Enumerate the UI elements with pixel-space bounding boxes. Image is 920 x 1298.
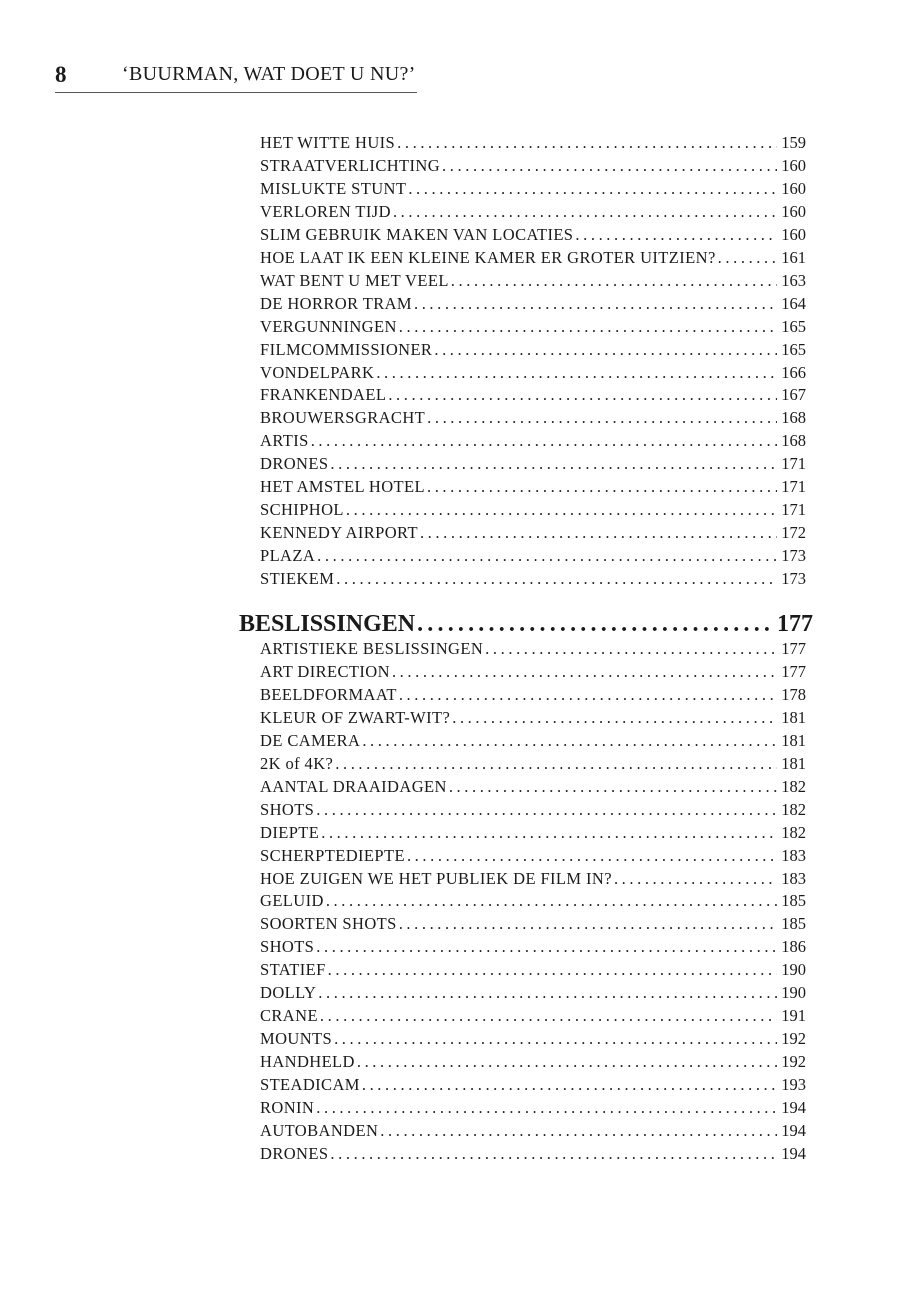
entry-title: WAT BENT U MET VEEL: [260, 270, 449, 290]
entry-page-number: 183: [781, 868, 806, 888]
dot-leader: [388, 383, 777, 406]
toc-entry[interactable]: [260, 775, 806, 798]
toc-entry[interactable]: [260, 383, 806, 406]
entry-title: SLIM GEBRUIK MAKEN VAN LOCATIES: [260, 224, 574, 244]
entry-title: SCHERPTEDIEPTE: [260, 845, 405, 865]
entry-page-number: 163: [781, 270, 806, 290]
toc-entry[interactable]: [260, 498, 806, 521]
entry-title: ARTISTIEKE BESLISSINGEN: [260, 639, 484, 658]
entry-title: KLEUR OF ZWART-WIT?: [260, 707, 451, 727]
toc-entry[interactable]: [260, 1119, 806, 1142]
dot-leader: [376, 361, 777, 384]
entry-page-number: 161: [781, 247, 806, 267]
entry-title: SCHIPHOL: [260, 500, 344, 520]
entry-title: PLAZA: [260, 546, 316, 566]
entry-page-number: 172: [781, 523, 806, 543]
entry-page-number: 185: [781, 891, 806, 911]
entry-page-number: 164: [781, 293, 806, 313]
entry-title: RONIN: [260, 1098, 315, 1117]
entry-page-number: 177: [781, 639, 806, 658]
toc-entry[interactable]: [260, 935, 806, 958]
entry-page-number: 191: [781, 1006, 806, 1026]
toc-entry[interactable]: [260, 452, 806, 475]
dot-leader: [311, 429, 778, 452]
dot-leader: [316, 935, 777, 958]
page-number: 8: [55, 62, 67, 87]
toc-entry[interactable]: [260, 912, 806, 935]
toc-entry[interactable]: [260, 821, 806, 844]
dot-leader: [397, 131, 777, 154]
entry-title: VERLOREN TIJD: [260, 201, 391, 221]
entry-page-number: 190: [781, 960, 806, 980]
entry-page-number: 160: [781, 178, 806, 198]
entry-title: HOE ZUIGEN WE HET PUBLIEK DE FILM IN?: [260, 868, 612, 888]
dot-leader: [330, 1142, 777, 1165]
dot-leader: [328, 958, 778, 981]
entry-page-number: 159: [781, 133, 806, 152]
entry-title: FRANKENDAEL: [260, 385, 387, 405]
dot-leader: [417, 609, 771, 639]
entry-page-number: 192: [781, 1029, 806, 1049]
entry-page-number: 171: [781, 500, 806, 520]
entry-title: 2K of 4K?: [260, 753, 334, 773]
dot-leader: [414, 292, 777, 315]
entry-page-number: 194: [781, 1120, 806, 1140]
entry-title: HANDHELD: [260, 1052, 355, 1072]
toc-entry[interactable]: [260, 867, 806, 890]
dot-leader: [334, 1027, 777, 1050]
entry-title: DIEPTE: [260, 822, 320, 842]
toc-entry[interactable]: [260, 683, 806, 706]
dot-leader: [427, 475, 777, 498]
entry-title: GELUID: [260, 891, 324, 911]
dot-leader: [318, 981, 777, 1004]
entry-page-number: 182: [781, 799, 806, 819]
entry-page-number: 181: [781, 730, 806, 750]
entry-title: BEELDFORMAAT: [260, 684, 397, 704]
entry-title: STIEKEM: [260, 569, 335, 589]
toc-entry[interactable]: [260, 154, 806, 177]
entry-page-number: 160: [781, 155, 806, 175]
entry-page-number: 185: [781, 914, 806, 934]
entry-title: MISLUKTE STUNT: [260, 178, 407, 198]
entry-page-number: 181: [781, 707, 806, 727]
dot-leader: [451, 269, 777, 292]
dot-leader: [357, 1050, 777, 1073]
entry-page-number: 178: [781, 684, 806, 704]
dot-leader: [316, 1096, 777, 1119]
entry-page-number: 167: [781, 385, 806, 405]
dot-leader: [316, 798, 777, 821]
dot-leader: [407, 844, 777, 867]
toc-entry[interactable]: [260, 798, 806, 821]
toc-entry[interactable]: [260, 729, 806, 752]
toc-entry[interactable]: [260, 292, 806, 315]
dot-leader: [321, 821, 777, 844]
entry-page-number: 173: [781, 546, 806, 566]
entry-page-number: 160: [781, 201, 806, 221]
toc-entry[interactable]: [260, 889, 806, 912]
toc-entry[interactable]: [260, 315, 806, 338]
dot-leader: [346, 498, 777, 521]
entry-page-number: 165: [781, 339, 806, 359]
entry-page-number: 171: [781, 477, 806, 497]
toc-entry[interactable]: [260, 544, 806, 567]
dot-leader: [614, 867, 777, 890]
entry-title: DE HORROR TRAM: [260, 293, 412, 313]
entry-title: SHOTS: [260, 937, 315, 957]
entry-title: DRONES: [260, 1143, 329, 1163]
dot-leader: [330, 452, 777, 475]
toc-entry[interactable]: [260, 567, 806, 590]
entry-page-number: 165: [781, 316, 806, 336]
toc-entry[interactable]: [260, 223, 806, 246]
entry-title: HET WITTE HUIS: [260, 133, 396, 152]
entry-page-number: 192: [781, 1052, 806, 1072]
toc-entry[interactable]: [260, 521, 806, 544]
entry-page-number: 186: [781, 937, 806, 957]
toc-entry[interactable]: [260, 706, 806, 729]
dot-leader: [326, 889, 777, 912]
entry-title: VERGUNNINGEN: [260, 316, 397, 336]
dot-leader: [420, 521, 777, 544]
dot-leader: [485, 637, 777, 660]
entry-title: FILMCOMMISSIONER: [260, 339, 433, 359]
entry-title: DRONES: [260, 454, 329, 474]
entry-page-number: 177: [781, 661, 806, 681]
entry-page-number: 173: [781, 569, 806, 589]
entry-title: AANTAL DRAAIDAGEN: [260, 776, 447, 796]
section-title: BESLISSINGEN: [239, 611, 416, 637]
entry-title: SHOTS: [260, 799, 315, 819]
book-title: ‘BUURMAN, WAT DOET U NU?’: [122, 63, 416, 85]
dot-leader: [399, 683, 777, 706]
running-header: [55, 60, 417, 93]
entry-page-number: 171: [781, 454, 806, 474]
dot-leader: [718, 246, 778, 269]
entry-title: KENNEDY AIRPORT: [260, 523, 418, 543]
entry-title: ARTIS: [260, 431, 309, 451]
toc-entry[interactable]: [260, 1004, 806, 1027]
toc-section-heading[interactable]: [239, 609, 813, 639]
entry-page-number: 190: [781, 983, 806, 1003]
toc-entry[interactable]: [260, 177, 806, 200]
section-page-number: 177: [777, 611, 813, 637]
dot-leader: [427, 406, 777, 429]
dot-leader: [452, 706, 777, 729]
dot-leader: [449, 775, 777, 798]
toc-entry[interactable]: [260, 246, 806, 269]
entry-title: DOLLY: [260, 983, 317, 1003]
dot-leader: [408, 177, 777, 200]
dot-leader: [575, 223, 777, 246]
entry-page-number: 168: [781, 431, 806, 451]
toc-entry[interactable]: [260, 1096, 806, 1119]
entry-page-number: 166: [781, 362, 806, 382]
dot-leader: [399, 912, 778, 935]
entry-title: HOE LAAT IK EEN KLEINE KAMER ER GROTER UITZIEN?: [260, 247, 716, 267]
toc-entry[interactable]: [260, 752, 806, 775]
entry-title: CRANE: [260, 1006, 318, 1026]
entry-title: DE CAMERA: [260, 730, 361, 750]
toc-entry[interactable]: [260, 406, 806, 429]
dot-leader: [380, 1119, 777, 1142]
entry-title: VONDELPARK: [260, 362, 375, 382]
entry-page-number: 160: [781, 224, 806, 244]
entry-page-number: 194: [781, 1098, 806, 1117]
entry-title: STRAATVERLICHTING: [260, 155, 441, 175]
toc-entry[interactable]: [260, 981, 806, 1004]
entry-title: ART DIRECTION: [260, 661, 390, 681]
dot-leader: [392, 660, 777, 683]
dot-leader: [320, 1004, 777, 1027]
dot-leader: [393, 200, 777, 223]
toc-entry[interactable]: [260, 660, 806, 683]
entry-page-number: 182: [781, 776, 806, 796]
entry-title: BROUWERSGRACHT: [260, 408, 426, 428]
entry-page-number: 183: [781, 845, 806, 865]
dot-leader: [336, 567, 777, 590]
entry-title: AUTOBANDEN: [260, 1120, 379, 1140]
entry-title: STEADICAM: [260, 1075, 360, 1095]
toc-entry[interactable]: [260, 958, 806, 981]
toc-entry[interactable]: [260, 1142, 806, 1165]
entry-page-number: 181: [781, 753, 806, 773]
entry-page-number: 182: [781, 822, 806, 842]
toc-entry[interactable]: [260, 361, 806, 384]
entry-title: MOUNTS: [260, 1029, 333, 1049]
toc-entry[interactable]: [260, 200, 806, 223]
toc-entry[interactable]: [260, 637, 806, 660]
dot-leader: [362, 1073, 777, 1096]
dot-leader: [434, 338, 777, 361]
entry-title: HET AMSTEL HOTEL: [260, 477, 425, 497]
dot-leader: [399, 315, 777, 338]
entry-page-number: 194: [781, 1143, 806, 1163]
dot-leader: [335, 752, 777, 775]
toc-entry[interactable]: [260, 429, 806, 452]
entry-page-number: 168: [781, 408, 806, 428]
toc-entry[interactable]: [260, 1073, 806, 1096]
dot-leader: [362, 729, 777, 752]
toc-entry[interactable]: [260, 844, 806, 867]
toc-entry[interactable]: [260, 338, 806, 361]
toc-entry[interactable]: [260, 1050, 806, 1073]
entry-title: SOORTEN SHOTS: [260, 914, 397, 934]
toc-entry[interactable]: [260, 1027, 806, 1050]
toc-entry[interactable]: [260, 475, 806, 498]
toc-entry[interactable]: [260, 269, 806, 292]
toc-entry[interactable]: [260, 131, 806, 154]
dot-leader: [317, 544, 777, 567]
entry-title: STATIEF: [260, 960, 326, 980]
entry-page-number: 193: [781, 1075, 806, 1095]
dot-leader: [442, 154, 777, 177]
